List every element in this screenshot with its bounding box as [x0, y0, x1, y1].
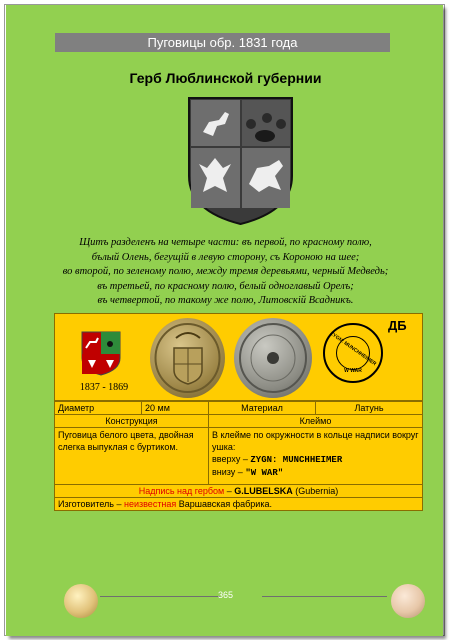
coat-of-arms-image: [185, 96, 296, 226]
diameter-label: Диаметр: [55, 402, 142, 415]
maker-row: [55, 498, 423, 511]
construction-label: Конструкция: [55, 415, 209, 428]
footer-coin-right-icon: [391, 584, 425, 618]
description-line: во второй, по зеленому полю, между тремя деревьями, черный Медведь;: [62, 266, 389, 277]
description-line: въ четвертой, по такому же полю, Литовскiй Всадникъ.: [97, 295, 354, 306]
diameter-value: 20 мм: [142, 402, 209, 415]
stamp-desc-text: В клейме по окружности в кольце надписи вокруг ушка:: [212, 430, 419, 452]
inscription-suffix: (Gubernia): [292, 486, 339, 496]
material-value: Латунь: [316, 402, 423, 415]
mini-coat-of-arms: [80, 330, 122, 376]
period-years: 1837 - 1869: [79, 382, 129, 393]
stamp-bottom-value: "W WAR": [245, 468, 284, 478]
inscription-label: Надпись над гербом: [138, 486, 225, 496]
construction-text: Пуговица белого цвета, двойная слегка выпуклая с буртиком.: [55, 428, 209, 485]
stamp-bottom-text: W WAR: [344, 368, 362, 374]
stamp-label: Клеймо: [209, 415, 423, 428]
spec-table: [54, 401, 423, 511]
stamp-text: ZYGN: MUNCHHEIMER: [328, 330, 378, 368]
stamp-description: [209, 428, 423, 485]
maker-unknown: неизвестная: [124, 499, 177, 509]
page-number: 365: [217, 590, 234, 600]
coat-of-arms-description: [30, 236, 421, 309]
page-title: Пуговицы обр. 1831 года: [55, 33, 390, 52]
inscription-value: G.LUBELSKA: [234, 486, 293, 496]
footer-coin-left-icon: [64, 584, 98, 618]
maker-suffix: Варшавская фабрика.: [176, 499, 272, 509]
inscription-dash: –: [224, 486, 235, 496]
stamp-bottom-label: внизу –: [212, 467, 243, 477]
maker-label: Изготовитель –: [58, 499, 124, 509]
catalog-code: ДБ: [388, 318, 407, 333]
stamp-top-value: ZYGN: MUNCHHEIMER: [250, 455, 343, 465]
button-reverse-detail: [234, 318, 312, 398]
material-label: Материал: [209, 402, 316, 415]
inscription-row: [55, 485, 423, 498]
description-line: бълый Олень, бегущiй в левую сторону, съ Короною на шее;: [91, 251, 360, 263]
button-obverse-detail: [150, 318, 225, 398]
description-line: Щитъ разделенъ на четыре части: въ первой, по красному полю,: [79, 237, 372, 248]
description-line: въ третьей, по красному полю, белый одноглавый Орелъ;: [97, 280, 354, 292]
section-heading: Герб Люблинской губернии: [129, 70, 322, 86]
stamp-top-label: вверху –: [212, 454, 248, 464]
